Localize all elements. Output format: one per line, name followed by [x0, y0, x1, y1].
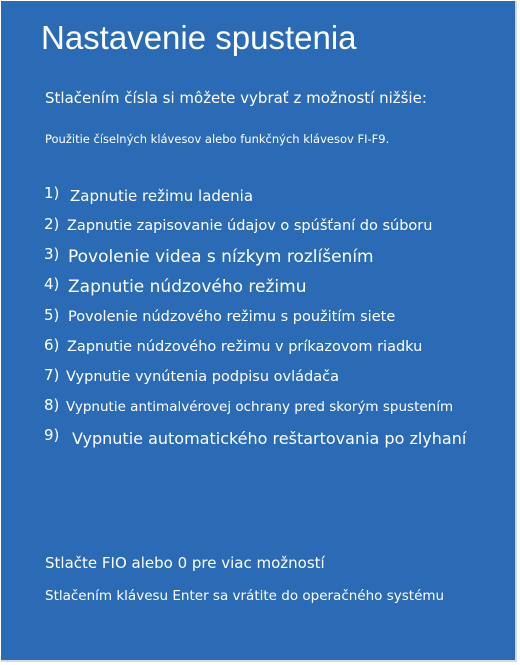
option-label: Zapnutie núdzového režimu v príkazovom riadku	[67, 339, 423, 355]
option-number: 8)	[44, 396, 60, 414]
option-label: Vypnutie automatického reštartovania po zlyhaní	[72, 429, 467, 448]
option-label: Vypnutie vynútenia podpisu ovládača	[66, 369, 339, 385]
more-options-text: Stlačte FIO alebo 0 pre viac možností	[45, 554, 325, 572]
option-label: Zapnutie zapisovanie údajov o spúšťaní do súboru	[67, 218, 433, 234]
option-1[interactable]	[44, 184, 253, 205]
option-label: Povolenie núdzového režimu s použitím siete	[68, 309, 396, 325]
option-7[interactable]	[44, 366, 339, 385]
option-9[interactable]	[44, 426, 466, 448]
instruction-text: Stlačením čísla si môžete vybrať z možností nižšie:	[45, 89, 427, 107]
page-title: Nastavenie spustenia	[41, 19, 357, 56]
option-number: 2)	[44, 215, 60, 233]
option-number: 1)	[44, 184, 60, 202]
option-label: Povolenie videa s nízkym rozlíšením	[68, 247, 374, 267]
option-number: 4)	[44, 275, 60, 293]
option-number: 3)	[44, 245, 60, 263]
option-5[interactable]	[44, 306, 395, 325]
option-number: 7)	[44, 366, 60, 384]
option-label: Zapnutie núdzového režimu	[68, 277, 307, 297]
option-4[interactable]	[44, 275, 306, 297]
option-number: 9)	[44, 426, 60, 444]
return-to-os-text: Stlačením klávesu Enter sa vrátite do operačného systému	[45, 588, 445, 604]
option-6[interactable]	[44, 336, 422, 355]
hint-text: Použitie číselných klávesov alebo funkčných klávesov FI-F9.	[45, 132, 390, 146]
option-3[interactable]	[44, 245, 374, 267]
option-number: 5)	[44, 306, 60, 324]
option-label: Zapnutie režimu ladenia	[70, 187, 254, 205]
option-label: Vypnutie antimalvérovej ochrany pred skorým spustením	[66, 399, 454, 415]
option-number: 6)	[44, 336, 60, 354]
option-8[interactable]	[44, 396, 453, 415]
startup-settings-screen	[1, 1, 517, 662]
option-2[interactable]	[44, 215, 432, 234]
